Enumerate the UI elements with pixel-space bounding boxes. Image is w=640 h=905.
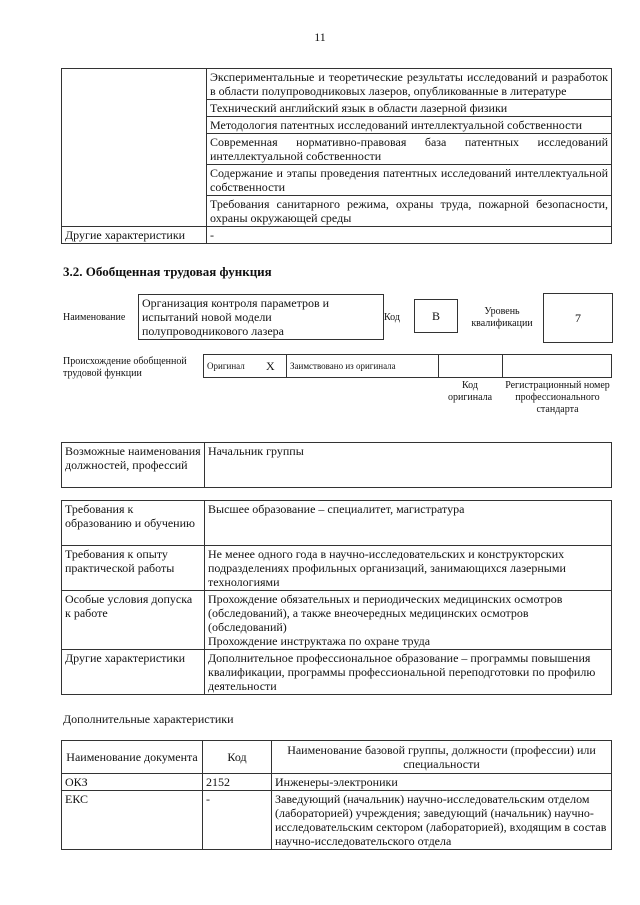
knowledge-item: Экспериментальные и теоретические результаты исследований и разработок в области полупроводниковых лазеров, опубликованные в литературе — [207, 69, 612, 100]
requirements-table — [61, 500, 612, 695]
function-name: Организация контроля параметров и испытаний новой модели полупроводникового лазера — [138, 294, 384, 340]
table-row — [62, 227, 612, 244]
knowledge-item: Требования санитарного режима, охраны труда, пожарной безопасности, охраны окружающей среды — [207, 196, 612, 227]
origin-label: Происхождение обобщенной трудовой функции — [63, 356, 187, 379]
origin-borrowed-cell: Заимствовано из оригинала — [286, 354, 439, 378]
code-cell: 2152 — [203, 774, 272, 791]
code-label: Код — [384, 312, 400, 323]
positions-table — [61, 442, 612, 488]
origin-original-cell — [203, 354, 287, 378]
page-number: 11 — [314, 30, 326, 44]
education-label: Требования к образованию и обучению — [62, 501, 205, 546]
name-cell: Инженеры-электроники — [272, 774, 612, 791]
table-row — [62, 69, 612, 100]
name-label: Наименование — [63, 312, 126, 323]
admission-label: Особые условия допуска к работе — [62, 591, 205, 650]
education-value: Высшее образование – специалитет, магистратура — [205, 501, 612, 546]
table-row — [62, 501, 612, 546]
table-row — [62, 791, 612, 850]
table-header-row — [62, 741, 612, 774]
positions-value: Начальник группы — [205, 443, 612, 488]
admission-value — [205, 591, 612, 650]
other-characteristics-value: - — [207, 227, 612, 244]
experience-label: Требования к опыту практической работы — [62, 546, 205, 591]
header-document: Наименование документа — [62, 741, 203, 774]
table-row — [62, 774, 612, 791]
name-cell: Заведующий (начальник) научно-исследовательским отделом (лабораторией) учреждения; заведующий (начальник) научно-исследовательским сектором (лабораторией), входящим в состав научно-исследовательского отдела — [272, 791, 612, 850]
knowledge-item: Технический английский язык в области лазерной физики — [207, 100, 612, 117]
positions-label: Возможные наименования должностей, профессий — [62, 443, 205, 488]
table-row — [62, 546, 612, 591]
table-cell-empty — [62, 69, 207, 227]
table-row — [62, 591, 612, 650]
origin-original-label: Оригинал — [207, 361, 245, 371]
origin-code-cell — [438, 354, 503, 378]
knowledge-item: Современная нормативно-правовая база патентных исследований интеллектуальной собственности — [207, 134, 612, 165]
table-row — [62, 650, 612, 695]
other-value: Дополнительное профессиональное образование – программы повышения квалификации, программы профессиональной переподготовки по профилю деятельности — [205, 650, 612, 695]
level-label: Уровень квалификации — [471, 306, 533, 329]
extra-title: Дополнительные характеристики — [63, 712, 234, 726]
admission-value-line: Прохождение обязательных и периодических медицинских осмотров (обследований), а также внеочередных медицинских осмотров (обследований) — [208, 592, 563, 634]
knowledge-table — [61, 68, 612, 244]
function-code: B — [414, 299, 458, 333]
doc-cell: ЕКС — [62, 791, 203, 850]
doc-cell: ОКЗ — [62, 774, 203, 791]
extra-table — [61, 740, 612, 850]
section-title: 3.2. Обобщенная трудовая функция — [63, 264, 272, 279]
origin-mark: X — [266, 359, 275, 373]
experience-value: Не менее одного года в научно-исследовательских и конструкторских подразделениях профильных организаций, занимающихся лазерными технологиями — [205, 546, 612, 591]
other-characteristics-label: Другие характеристики — [62, 227, 207, 244]
header-name: Наименование базовой группы, должности (профессии) или специальности — [272, 741, 612, 774]
other-label: Другие характеристики — [62, 650, 205, 695]
header-code: Код — [203, 741, 272, 774]
table-row — [62, 443, 612, 488]
origin-reg-cell — [502, 354, 612, 378]
knowledge-item: Методология патентных исследований интеллектуальной собственности — [207, 117, 612, 134]
origin-code-caption: Код оригинала — [447, 380, 493, 403]
origin-reg-caption: Регистрационный номер профессионального стандарта — [505, 380, 610, 415]
qualification-level: 7 — [543, 293, 613, 343]
code-cell: - — [203, 791, 272, 850]
admission-value-line: Прохождение инструктажа по охране труда — [208, 634, 431, 648]
origin-row — [203, 354, 612, 378]
knowledge-item: Содержание и этапы проведения патентных исследований интеллектуальной собственности — [207, 165, 612, 196]
